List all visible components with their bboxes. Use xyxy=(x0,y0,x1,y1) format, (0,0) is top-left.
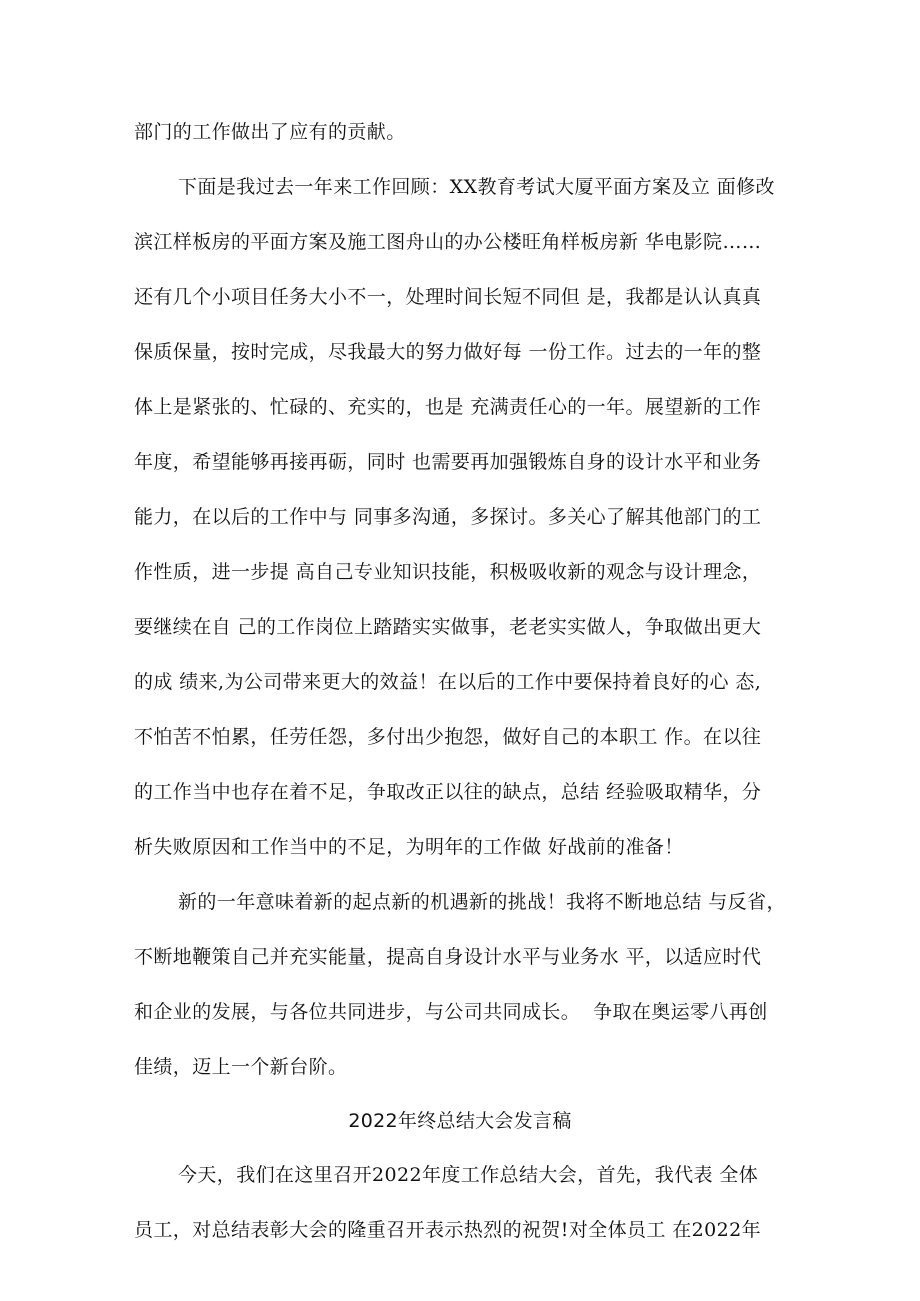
text-line: 体上是紧张的、忙碌的、充实的，也是 充满责任心的一年。展望新的工作 xyxy=(134,396,762,418)
text-line: 还有几个小项目任务大小不一，处理时间长短不同但 是，我都是认认真真 xyxy=(134,286,762,308)
text-line: 要继续在自 己的工作岗位上踏踏实实做事，老老实实做人，争取做出更大 xyxy=(134,616,762,638)
text-line: 新的一年意味着新的起点新的机遇新的挑战！我将不断地总结 与反省， xyxy=(178,891,786,913)
text-line: 部门的工作做出了应有的贡献。 xyxy=(134,121,406,143)
text-line: 的工作当中也存在着不足，争取改正以往的缺点，总结 经验吸取精华，分 xyxy=(134,781,762,803)
text-line: 年度，希望能够再接再砺，同时 也需要再加强锻炼自身的设计水平和业务 xyxy=(134,451,762,473)
section-heading: 2022年终总结大会发言稿 xyxy=(348,1110,572,1132)
text-line: 员工，对总结表彰大会的隆重召开表示热烈的祝贺!对全体员工 在2022年 xyxy=(134,1219,762,1241)
text-line: 保质保量，按时完成，尽我最大的努力做好每 一份工作。过去的一年的整 xyxy=(134,341,762,363)
text-line: 今天，我们在这里召开2022年度工作总结大会，首先，我代表 全体 xyxy=(178,1164,759,1186)
text-line: 佳绩，迈上一个新台阶。 xyxy=(134,1056,348,1078)
text-line: 不怕苦不怕累，任劳任怨，多付出少抱怨，做好自己的本职工 作。在以往 xyxy=(134,726,762,748)
text-line: 和企业的发展，与各位共同进步，与公司共同成长。 争取在奥运零八再创 xyxy=(134,1001,768,1023)
text-line: 下面是我过去一年来工作回顾：XX教育考试大厦平面方案及立 面修改 xyxy=(178,176,775,198)
text-line: 不断地鞭策自己并充实能量，提高自身设计水平与业务水 平，以适应时代 xyxy=(134,946,762,968)
text-line: 滨江样板房的平面方案及施工图舟山的办公楼旺角样板房新 华电影院…… xyxy=(134,231,762,253)
text-line: 作性质，进一步提 高自己专业知识技能，积极吸收新的观念与设计理念， xyxy=(134,561,762,583)
text-line: 的成 绩来,为公司带来更大的效益！在以后的工作中要保持着良好的心 态, xyxy=(134,671,762,693)
text-line: 析失败原因和工作当中的不足，为明年的工作做 好战前的准备！ xyxy=(134,836,684,858)
text-line: 能力，在以后的工作中与 同事多沟通，多探讨。多关心了解其他部门的工 xyxy=(134,506,762,528)
